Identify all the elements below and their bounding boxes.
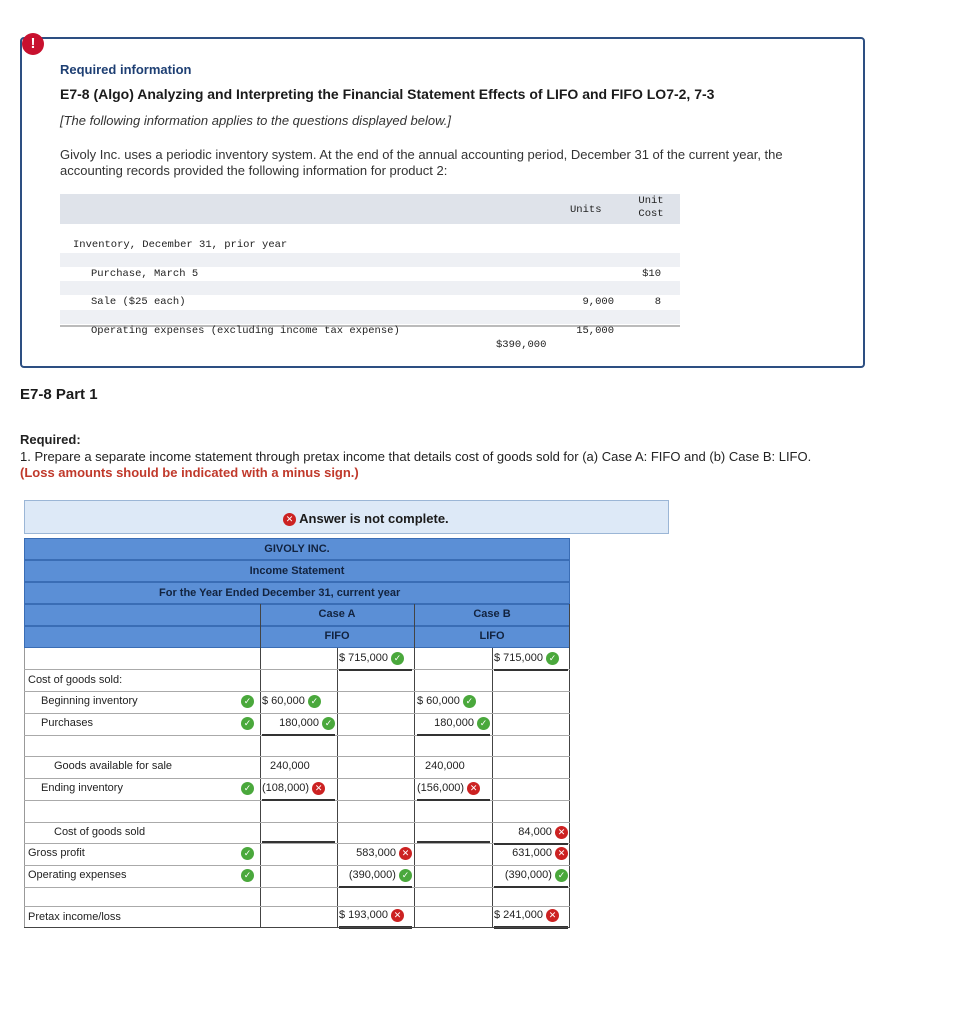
instruction-main: 1. Prepare a separate income statement through pretax income that details cost of goods sold for (a) Case A: FIFO and (b) Case B: LIFO. — [20, 449, 812, 464]
grid-line — [260, 604, 261, 928]
check-icon: ✓ — [308, 695, 321, 708]
case-a-method: FIFO — [324, 630, 350, 642]
pretax-income-case-b-value: $ 241,000 — [494, 909, 543, 921]
purchases-case-a-input[interactable] — [262, 713, 335, 736]
income-statement-worksheet — [24, 538, 570, 928]
ending-inventory-case-a-value: (108,000) — [262, 782, 310, 794]
row-label: Sale ($25 each) — [91, 296, 186, 309]
operating-expenses-case-a-value: (390,000) — [348, 869, 396, 881]
cogs-total-label: Cost of goods sold — [54, 826, 146, 838]
x-circle-icon: ✕ — [467, 782, 480, 795]
case-a-header: Case A — [318, 608, 356, 620]
cogs-case-a-input[interactable] — [262, 822, 335, 843]
inventory-data-table — [60, 194, 680, 352]
units-column-header: Units — [570, 204, 602, 216]
check-icon: ✓ — [241, 847, 254, 860]
question-note: [The following information applies to the questions displayed below.] — [60, 113, 451, 128]
instruction-warning: (Loss amounts should be indicated with a minus sign.) — [20, 465, 359, 480]
sales-case-a-input[interactable] — [339, 648, 412, 671]
check-icon: ✓ — [477, 717, 490, 730]
purchases-case-b-input[interactable] — [417, 713, 490, 736]
ending-inventory-label[interactable]: Ending inventory — [41, 782, 123, 794]
x-circle-icon: ✕ — [555, 847, 568, 860]
beginning-inventory-case-b-value: $ 60,000 — [417, 695, 460, 707]
operating-expenses-case-b-value: (390,000) — [504, 869, 552, 881]
x-circle-icon: ✕ — [555, 826, 568, 839]
row-label: Purchase, March 5 — [91, 267, 199, 280]
cogs-section-label: Cost of goods sold: — [28, 674, 123, 686]
required-information-heading: Required information — [60, 62, 192, 77]
units-value: 15,000 — [576, 325, 614, 338]
x-circle-icon: ✕ — [283, 513, 296, 526]
statement-header: Income Statement — [24, 560, 570, 582]
grid-line — [414, 604, 415, 928]
answer-status-banner — [24, 500, 669, 534]
sales-case-b-input[interactable] — [494, 648, 568, 671]
purchases-case-a-value: 180,000 — [279, 717, 319, 729]
ending-inventory-case-b-input[interactable] — [417, 778, 490, 801]
gross-profit-label[interactable]: Gross profit — [28, 847, 85, 859]
beginning-inventory-case-a-input[interactable] — [262, 691, 321, 712]
pretax-income-case-b-input[interactable] — [494, 905, 568, 929]
check-icon: ✓ — [322, 717, 335, 730]
purchases-label[interactable]: Purchases — [41, 717, 93, 729]
sales-case-b-value: $ 715,000 — [494, 652, 543, 664]
beginning-inventory-case-a-value: $ 60,000 — [262, 695, 305, 707]
check-icon: ✓ — [546, 652, 559, 665]
gross-profit-case-b-input[interactable] — [494, 843, 568, 864]
gross-profit-case-b-value: 631,000 — [512, 847, 552, 859]
check-icon: ✓ — [241, 695, 254, 708]
check-icon: ✓ — [555, 869, 568, 882]
check-icon: ✓ — [241, 782, 254, 795]
gross-profit-case-a-input[interactable] — [339, 843, 412, 864]
cogs-case-b-input[interactable] — [494, 822, 568, 845]
check-icon: ✓ — [399, 869, 412, 882]
check-icon: ✓ — [463, 695, 476, 708]
cost-value: $10 — [642, 267, 661, 280]
instruction-text — [20, 449, 840, 481]
x-circle-icon: ✕ — [391, 909, 404, 922]
row-label: Operating expenses (excluding income tax expense) — [91, 325, 400, 338]
case-b-method: LIFO — [479, 630, 505, 642]
grid-line — [337, 648, 338, 928]
question-title: E7-8 (Algo) Analyzing and Interpreting the Financial Statement Effects of LIFO and FIFO LO7-2, 7-3 — [60, 86, 715, 102]
period-header: For the Year Ended December 31, current year — [24, 582, 570, 604]
grid-line — [492, 648, 493, 928]
ending-inventory-case-a-input[interactable] — [262, 778, 335, 801]
cogs-case-b-value: 84,000 — [518, 826, 552, 838]
pretax-income-label: Pretax income/loss — [28, 911, 121, 923]
grid-line — [569, 604, 570, 928]
table-row — [60, 238, 680, 252]
company-header: GIVOLY INC. — [24, 538, 570, 560]
alert-icon: ! — [22, 33, 44, 55]
amount-value: $390,000 — [496, 339, 547, 352]
part-title: E7-8 Part 1 — [20, 386, 98, 403]
operating-expenses-case-a-input[interactable] — [339, 865, 412, 888]
ending-inventory-case-b-value: (156,000) — [417, 782, 465, 794]
grid-line — [24, 648, 25, 928]
question-body: Givoly Inc. uses a periodic inventory system. At the end of the annual accounting period, December 31 of the current year, the accounting records provided the following information for product 2: — [60, 147, 783, 178]
x-circle-icon: ✕ — [546, 909, 559, 922]
goods-available-case-a: 240,000 — [270, 760, 310, 772]
x-circle-icon: ✕ — [312, 782, 325, 795]
check-icon: ✓ — [241, 717, 254, 730]
operating-expenses-label[interactable]: Operating expenses — [28, 869, 127, 881]
cost-value: 8 — [654, 296, 661, 309]
beginning-inventory-label[interactable]: Beginning inventory — [41, 695, 138, 707]
unit-cost-column-header: Unit Cost — [638, 195, 664, 220]
banner-text — [283, 511, 449, 526]
purchases-case-b-value: 180,000 — [434, 717, 474, 729]
check-icon: ✓ — [391, 652, 404, 665]
pretax-income-case-a-value: $ 193,000 — [339, 909, 388, 921]
x-circle-icon: ✕ — [399, 847, 412, 860]
goods-available-label: Goods available for sale — [54, 760, 173, 772]
row-label: Inventory, December 31, prior year — [73, 239, 288, 252]
beginning-inventory-case-b-input[interactable] — [417, 691, 476, 712]
case-b-header: Case B — [473, 608, 511, 620]
inventory-table-header — [60, 194, 680, 224]
pretax-income-case-a-input[interactable] — [339, 905, 412, 929]
banner-label: Answer is not complete. — [299, 511, 449, 526]
check-icon: ✓ — [241, 869, 254, 882]
row-divider — [24, 887, 570, 888]
gross-profit-case-a-value: 583,000 — [356, 847, 396, 859]
cogs-case-b-left-input[interactable] — [417, 822, 490, 843]
units-value: 9,000 — [582, 296, 614, 309]
sales-case-a-value: $ 715,000 — [339, 652, 388, 664]
goods-available-case-b: 240,000 — [425, 760, 465, 772]
row-divider — [24, 843, 570, 844]
operating-expenses-case-b-input[interactable] — [494, 865, 568, 888]
required-label: Required: — [20, 432, 81, 447]
